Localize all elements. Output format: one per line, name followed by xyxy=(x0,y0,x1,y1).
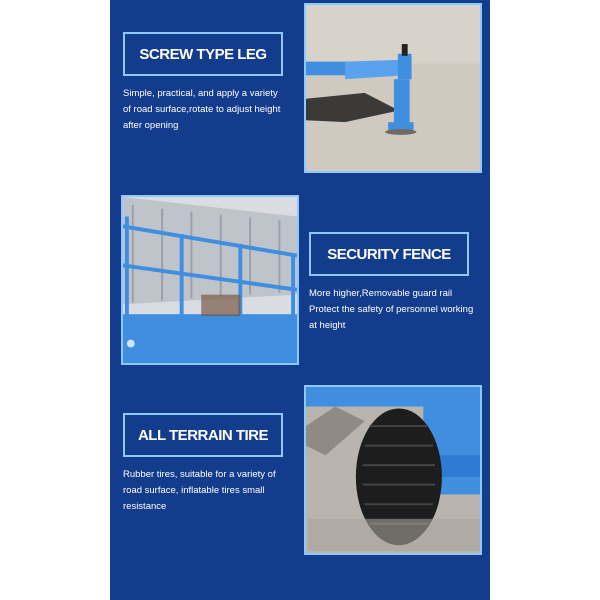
section-title: ALL TERRAIN TIRE xyxy=(137,426,269,444)
section-description: Simple, practical, and apply a variety of road surface,rotate to adjust height after opening xyxy=(123,88,281,131)
section-description: More higher,Removable guard rail Protect the safety of personnel working at height xyxy=(309,288,474,331)
section-title: SCREW TYPE LEG xyxy=(139,45,267,63)
section-title-box xyxy=(309,232,469,276)
screw-leg-photo xyxy=(304,3,482,173)
section-title: SECURITY FENCE xyxy=(327,245,451,263)
section-title-box xyxy=(123,413,283,457)
guard-rail-photo xyxy=(121,195,299,365)
section-description: Rubber tires, suitable for a variety of road surface, inflatable tires small resistance xyxy=(123,469,276,512)
section-title-box xyxy=(123,32,283,76)
tire-photo xyxy=(304,385,482,555)
product-feature-poster xyxy=(110,0,490,600)
